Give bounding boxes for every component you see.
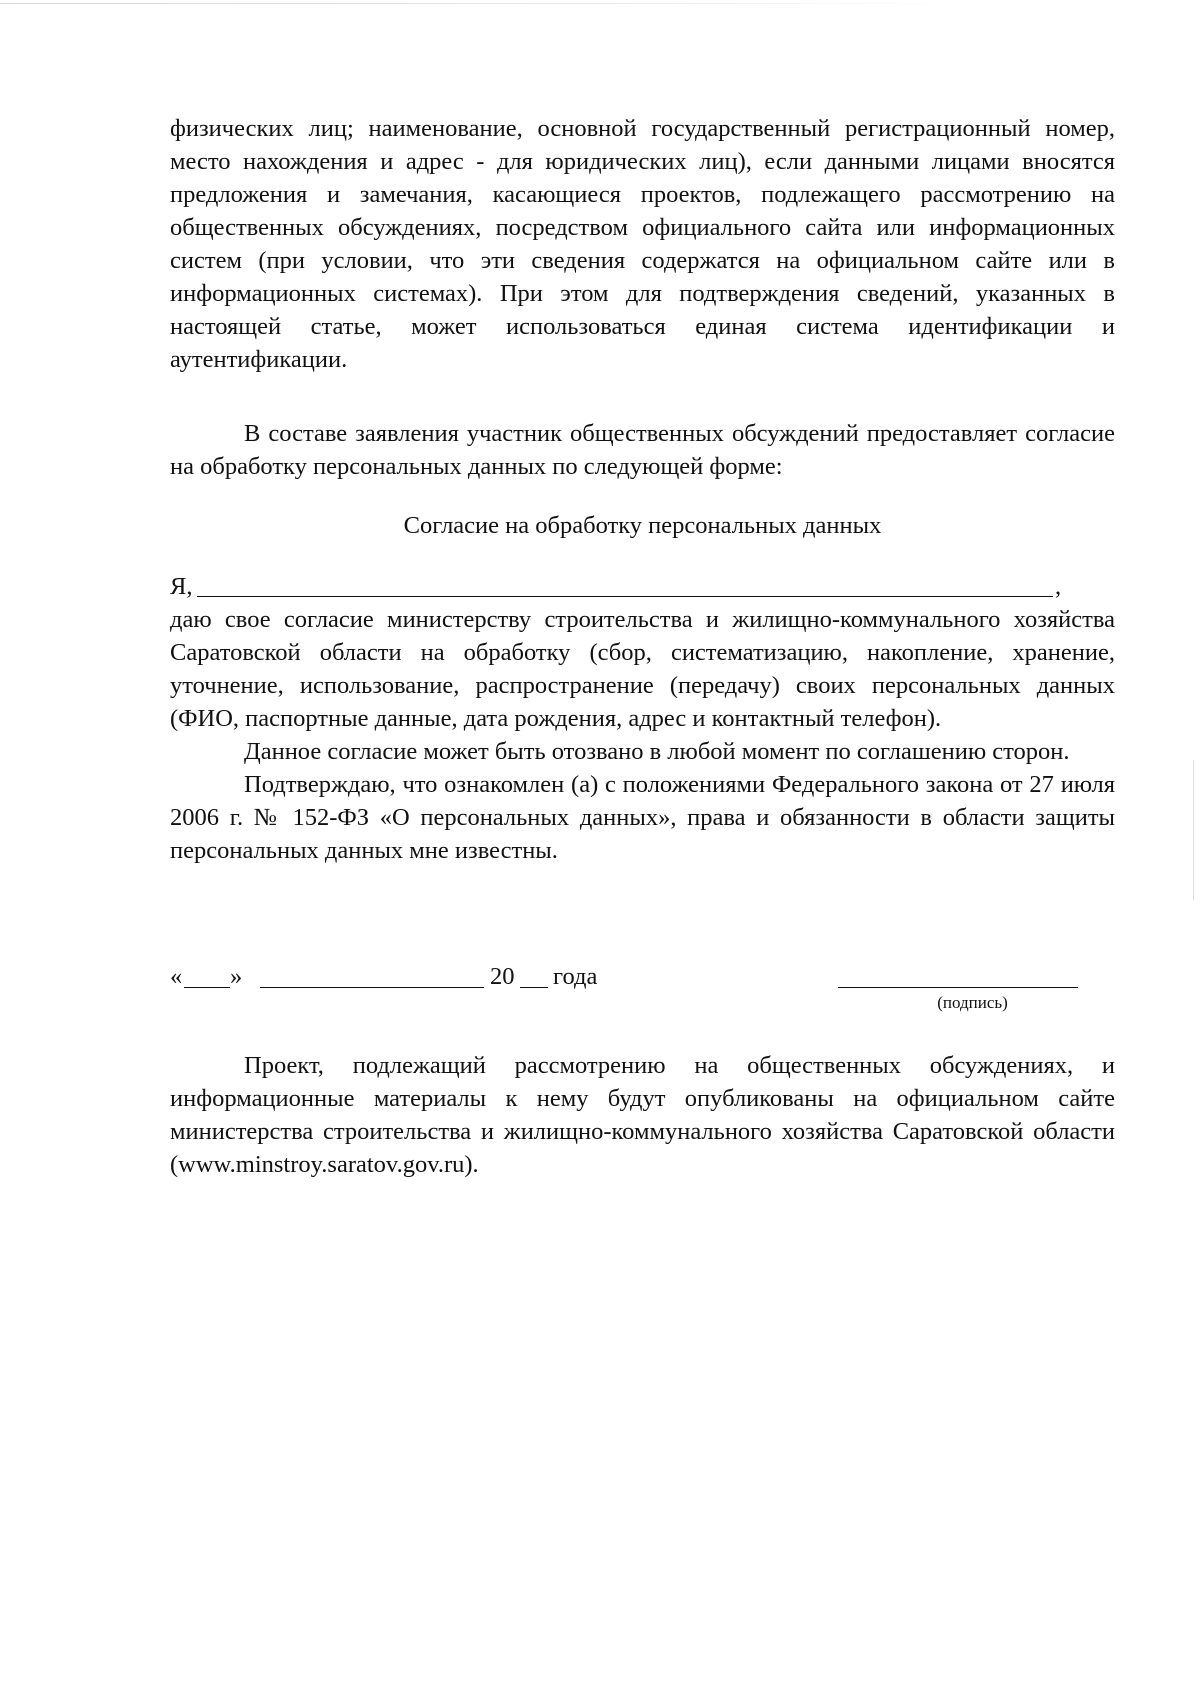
paragraph-law-acknowledgement: Подтверждаю, что ознакомлен (а) с положениями Федерального закона от 27 июля 2006 г. № 152-ФЗ «О персональных данных», права и обязанности в области защиты персональных данных мне известны.	[170, 771, 1115, 864]
month-blank-field[interactable]	[260, 987, 484, 988]
signature-caption: (подпись)	[937, 993, 1008, 1012]
consent-form-heading: Согласие на обработку персональных данных	[403, 512, 882, 539]
paragraph-publication-notice: Проект, подлежащий рассмотрению на общественных обсуждениях, и информационные материалы к нему будут опубликованы на официальном сайте министерства строительства и жилищно-коммунального хозяйства Саратовской области (www.minstroy.saratov.gov.ru).	[170, 1052, 1115, 1178]
scan-edge-right	[1193, 760, 1194, 900]
paragraph-consent-revocation: Данное согласие может быть отозвано в любой момент по соглашению сторон.	[244, 738, 1070, 765]
paragraph-consent-form-intro: В составе заявления участник общественных обсуждений предоставляет согласие на обработку персональных данных по следующей форме:	[170, 420, 1115, 480]
name-line-prefix: Я,	[170, 573, 193, 600]
text-block-consent-intro	[170, 417, 1115, 483]
signature-blank-field[interactable]	[838, 987, 1078, 988]
text-block-intro	[170, 112, 1115, 376]
name-blank-field[interactable]	[197, 596, 1053, 597]
paragraph-consent-statement: даю свое согласие министерству строительства и жилищно-коммунального хозяйства Саратовской области на обработку (сбор, систематизацию, накопление, хранение, уточнение, использование, распространение (передачу) своих персональных данных (ФИО, паспортные данные, дата рождения, адрес и контактный телефон).	[170, 606, 1115, 732]
name-line-suffix: ,	[1055, 573, 1062, 600]
date-quote-close: »	[230, 963, 243, 990]
year-blank-field[interactable]	[520, 987, 548, 988]
scan-edge-top	[0, 3, 960, 4]
year-word: года	[553, 963, 598, 990]
year-prefix: 20	[490, 963, 515, 990]
date-quote-open: «	[170, 963, 183, 990]
paragraph-personal-data-details: физических лиц; наименование, основной государственный регистрационный номер, место нахождения и адрес - для юридических лиц), если данными лицами вносятся предложения и замечания, касающиеся проектов, подлежащего рассмотрению на общественных обсуждениях, посредством официального сайта или информационных систем (при условии, что эти сведения содержатся на официальном сайте или в информационных системах). При этом для подтверждения сведений, указанных в настоящей статье, может использоваться единая система идентификации и аутентификации.	[170, 115, 1115, 373]
name-fill-line	[170, 570, 1090, 603]
day-blank-field[interactable]	[184, 987, 230, 988]
text-block-publication	[170, 1049, 1115, 1181]
text-block-consent-body	[170, 603, 1115, 867]
